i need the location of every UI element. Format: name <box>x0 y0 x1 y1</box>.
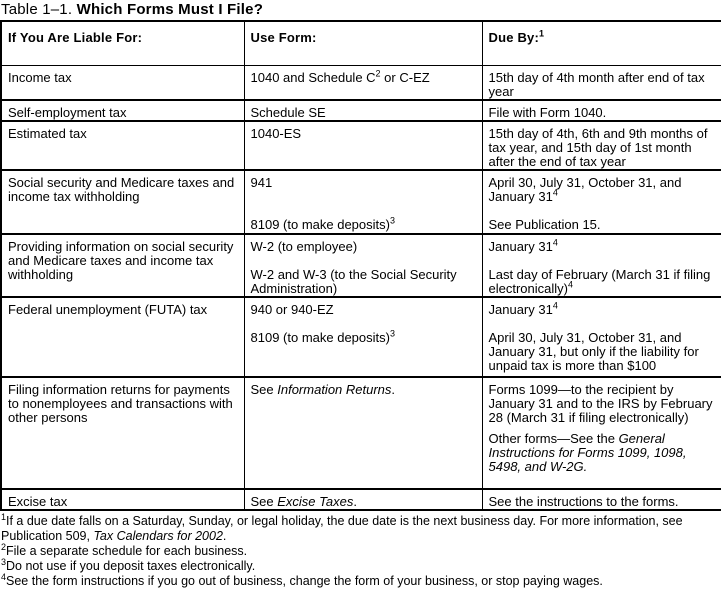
cell-paragraph <box>251 127 477 141</box>
text-run: . <box>222 529 227 543</box>
text-run: See <box>250 382 278 397</box>
cell-paragraph <box>251 106 477 120</box>
table-row <box>1 121 721 170</box>
cell-paragraph <box>251 303 477 317</box>
table-body <box>1 66 721 511</box>
cell-liable-for <box>1 297 244 377</box>
cell-liable-for <box>1 489 244 510</box>
text-run: 15th day of 4th month after end of tax year <box>488 70 705 99</box>
cell-paragraph <box>250 215 477 232</box>
cell-paragraph <box>488 237 717 254</box>
cell-use-form <box>244 297 482 377</box>
italic-text: General Instructions for Forms 1099, 1098, 5498, and W-2G. <box>488 431 687 474</box>
cell-due-by <box>482 489 721 510</box>
cell-paragraph <box>8 383 239 425</box>
italic-text: Excise Taxes <box>277 494 354 509</box>
text-run: Which Forms Must I File? <box>76 1 264 18</box>
text-run: 15th day of 4th, 6th and 9th months of tax year, and 15th day of 1st month after the end of tax year <box>488 126 708 169</box>
column-header-use-form <box>244 21 482 66</box>
cell-liable-for <box>1 377 244 489</box>
cell-liable-for <box>1 170 244 234</box>
cell-paragraph <box>489 71 717 99</box>
italic-text: Tax Calendars for 2002 <box>93 529 223 543</box>
cell-use-form <box>244 170 482 234</box>
blank-line <box>489 254 717 268</box>
superscript-ref: 4 <box>552 237 558 248</box>
text-run: Income tax <box>8 70 72 85</box>
cell-use-form <box>244 121 482 170</box>
text-run: April 30, July 31, October 31, and January 31, but only if the liability for unpaid tax is more than $100 <box>488 330 699 373</box>
text-run: 1040-ES <box>250 126 302 141</box>
text-run: If You Are Liable For: <box>8 30 143 45</box>
cell-paragraph <box>250 328 477 345</box>
text-run: Excise tax <box>8 494 68 509</box>
cell-paragraph <box>489 176 717 204</box>
text-run: Other forms—See the <box>488 431 619 446</box>
text-run: or C-EZ <box>380 70 430 85</box>
text-run: Use Form: <box>250 30 317 45</box>
text-run: 8109 (to make deposits) <box>250 330 390 345</box>
cell-paragraph <box>489 106 717 120</box>
italic-text: Information Returns <box>277 382 392 397</box>
cell-paragraph <box>251 240 477 254</box>
footnote <box>1 541 721 559</box>
text-run: Self-employment tax <box>8 105 127 120</box>
superscript-ref: 2 <box>375 68 381 79</box>
forms-table <box>0 20 721 511</box>
cell-due-by <box>482 234 721 297</box>
cell-use-form <box>244 100 482 121</box>
column-header-due-by <box>482 21 721 66</box>
text-run: 940 or 940-EZ <box>250 302 334 317</box>
header-row <box>1 21 721 66</box>
cell-due-by <box>482 121 721 170</box>
superscript-ref: 3 <box>389 328 395 339</box>
table-row <box>1 66 721 101</box>
text-run: 941 <box>250 175 273 190</box>
cell-paragraph <box>251 268 477 296</box>
cell-due-by <box>482 377 721 489</box>
cell-due-by <box>482 297 721 377</box>
footnote <box>1 571 721 589</box>
blank-line <box>251 254 477 268</box>
text-run: See the instructions to the forms. <box>488 494 679 509</box>
text-run: Due By: <box>488 30 540 45</box>
text-run: See <box>250 494 278 509</box>
cell-paragraph <box>8 495 239 509</box>
footnote <box>1 556 721 574</box>
cell-due-by <box>482 100 721 121</box>
text-run: Forms 1099—to the recipient by January 31 and to the IRS by February 28 (March 31 if filing electronically) <box>488 382 713 425</box>
table-row <box>1 100 721 121</box>
table-title <box>0 0 721 20</box>
cell-paragraph <box>8 106 239 120</box>
cell-paragraph <box>489 432 717 474</box>
cell-paragraph <box>8 240 239 282</box>
text-run: See Publication 15. <box>488 217 601 232</box>
superscript-ref: 4 <box>552 300 558 311</box>
superscript-ref: 4 <box>567 279 573 290</box>
cell-paragraph <box>489 268 717 296</box>
blank-line <box>251 204 477 218</box>
text-run: File with Form 1040. <box>488 105 607 120</box>
text-run: Table 1–1. <box>1 1 77 18</box>
footnotes <box>0 511 721 589</box>
text-run: April 30, July 31, October 31, and January 31 <box>488 175 682 204</box>
cell-paragraph <box>251 383 477 397</box>
superscript-ref: 1 <box>539 28 545 39</box>
text-run: Do not use if you deposit taxes electronically. <box>6 559 256 573</box>
cell-due-by <box>482 66 721 101</box>
cell-due-by <box>482 170 721 234</box>
text-run: Providing information on social security and Medicare taxes and income tax withholding <box>8 239 234 282</box>
text-run: January 31 <box>488 239 553 254</box>
text-run: If a due date falls on a Saturday, Sunday, or legal holiday, the due date is the next business day. For more information, see Publication 509, <box>1 514 683 543</box>
text-run: Filing information returns for payments to nonemployees and transactions with other persons <box>8 382 233 425</box>
blank-line <box>489 317 717 331</box>
cell-paragraph <box>488 300 717 317</box>
table-row <box>1 234 721 297</box>
text-run: 1040 and Schedule C <box>250 70 376 85</box>
cell-paragraph <box>8 176 239 204</box>
cell-paragraph <box>251 495 477 509</box>
superscript-ref: 2 <box>1 541 7 552</box>
cell-paragraph <box>489 495 717 509</box>
text-run: Schedule SE <box>250 105 326 120</box>
superscript-ref: 4 <box>1 571 7 582</box>
text-run: Estimated tax <box>8 126 87 141</box>
table-row <box>1 170 721 234</box>
superscript-ref: 3 <box>1 556 7 567</box>
cell-paragraph <box>489 218 717 232</box>
blank-line <box>251 190 477 204</box>
text-run: January 31 <box>488 302 553 317</box>
cell-use-form <box>244 234 482 297</box>
cell-paragraph <box>251 176 477 190</box>
cell-paragraph <box>250 68 477 85</box>
cell-liable-for <box>1 234 244 297</box>
text-run: Federal unemployment (FUTA) tax <box>8 302 208 317</box>
blank-line <box>489 204 717 218</box>
cell-use-form <box>244 66 482 101</box>
footnote <box>1 511 721 544</box>
text-run: Last day of February (March 31 if filing electronically) <box>488 267 711 296</box>
cell-liable-for <box>1 121 244 170</box>
cell-liable-for <box>1 100 244 121</box>
text-run: . <box>391 382 396 397</box>
table-row <box>1 377 721 489</box>
table-row <box>1 297 721 377</box>
text-run: File a separate schedule for each business. <box>6 544 248 558</box>
cell-paragraph <box>8 303 239 317</box>
text-run: W-2 and W-3 (to the Social Security Administration) <box>250 267 457 296</box>
superscript-ref: 3 <box>389 215 395 226</box>
cell-paragraph <box>489 127 717 169</box>
superscript-ref: 1 <box>1 511 7 522</box>
text-run: W-2 (to employee) <box>250 239 358 254</box>
text-run: 8109 (to make deposits) <box>250 217 390 232</box>
table-row <box>1 489 721 510</box>
cell-liable-for <box>1 66 244 101</box>
text-run: See the form instructions if you go out of business, change the form of your business, or stop paying wages. <box>6 574 603 588</box>
blank-line <box>251 317 477 331</box>
cell-paragraph <box>489 331 717 373</box>
cell-use-form <box>244 489 482 510</box>
text-run: Social security and Medicare taxes and income tax withholding <box>8 175 235 204</box>
cell-paragraph <box>489 383 717 425</box>
column-header-liable-for <box>1 21 244 66</box>
cell-paragraph <box>8 127 239 141</box>
cell-paragraph <box>8 71 239 85</box>
superscript-ref: 4 <box>552 187 558 198</box>
text-run: . <box>353 494 357 509</box>
cell-use-form <box>244 377 482 489</box>
